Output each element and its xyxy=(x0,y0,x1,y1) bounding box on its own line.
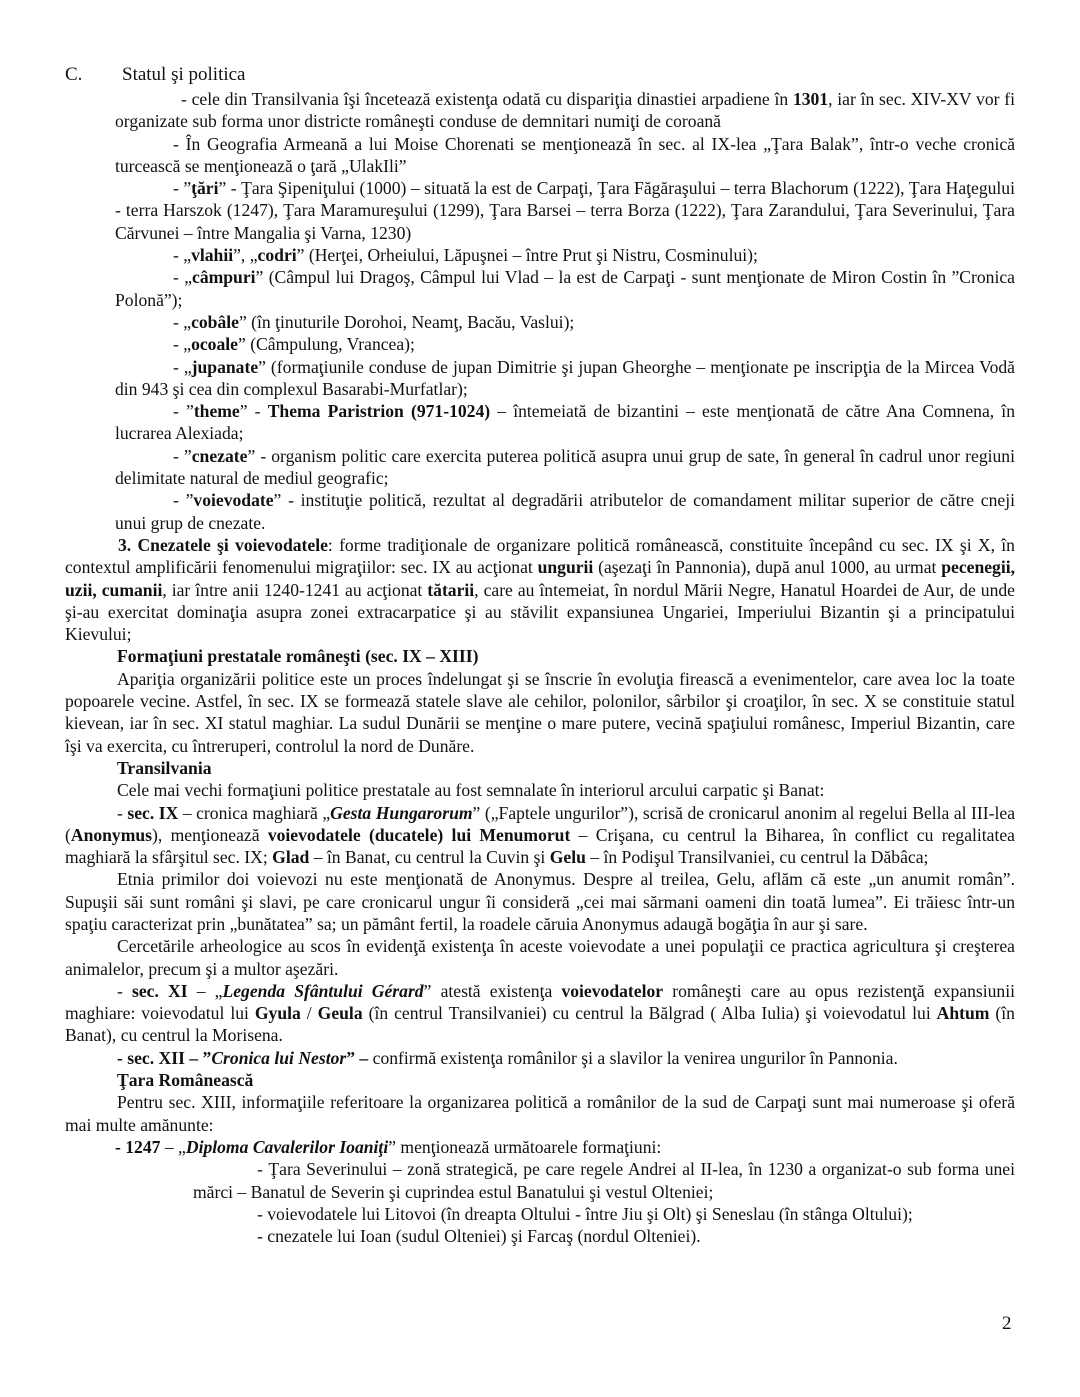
list-item-jupanate: - „jupanate” (formaţiunile conduse de jupan Dimitrie şi jupan Gheorghe – menţionate pe inscripţia de la Mircea Vodă din 943 şi cea din complexul Basarabi-Murfatlar); xyxy=(115,356,1015,399)
section-letter: C. xyxy=(65,64,83,85)
heading-formatiuni-prestatale: Formaţiuni prestatale româneşti (sec. IX – XIII) xyxy=(117,646,479,667)
list-item-cobale: - „cobâle” (în ţinuturile Dorohoi, Neamţ, Bacău, Vaslui); xyxy=(173,311,575,332)
paragraph-cercetarile: Cercetările arheologice au scos în evidenţă existenţa în aceste voievodate a unei populaţii ce practica agricultura şi creşterea animalelor, precum şi a multor aşezări. xyxy=(65,936,1015,979)
list-item-cnezatele-ioan: - cnezatele lui Ioan (sudul Olteniei) şi Farcaş (nordul Olteniei). xyxy=(257,1226,701,1247)
page-number: 2 xyxy=(1002,1313,1012,1334)
body-text xyxy=(65,88,1016,1247)
paragraph-transilvania-districts: - cele din Transilvania îşi încetează existenţa odată cu dispariţia dinastiei arpadiene în 1301, iar în sec. XIV-XV vor fi organizate sub forma unor districte româneşti conduse de demnitari numiţi de coroană xyxy=(115,89,1016,132)
list-item-voievodate: - ”voievodate” - instituţie politică, rezultat al degradării atributelor de comandament militar superior de către cneji unui grup de cnezate. xyxy=(115,490,1015,533)
heading-transilvania: Transilvania xyxy=(117,757,212,778)
list-item-campuri: - „câmpuri” (Câmpul lui Dragoş, Câmpul lui Vlad – la est de Carpaţi - sunt menţionate de Miron Costin în ”Cronica Polonă”); xyxy=(115,267,1015,310)
list-item-ocoale: - „ocoale” (Câmpulung, Vrancea); xyxy=(173,334,415,355)
paragraph-geografia-armeana: - În Geografia Armeană a lui Moise Chorenati se menţionează în sec. al IX-lea „Ţara Balak”, într-o veche cronică turcească se menţionează o ţară „UlakIli” xyxy=(115,133,1015,176)
list-item-theme: - ”theme” - Thema Paristrion (971-1024) – întemeiată de bizantini – este menţionată de către Ana Comnena, în lucrarea Alexiada; xyxy=(115,401,1015,444)
list-item-litovoi: - voievodatele lui Litovoi (în dreapta Oltului - între Jiu şi Olt) şi Seneslau (în stânga Oltului); xyxy=(257,1203,913,1224)
list-item-tari: - ”ţări” - Ţara Şipeniţului (1000) – situată la est de Carpaţi, Ţara Făgăraşului – terra Blachorum (1222), Ţara Haţegului - terra Harszok (1247), Ţara Maramureşului (1299), Ţara Barsei – terra Borza (1222), Ţara Zarandului, Ţara Severinului, Ţara Cărvunei – între Mangalia şi Varna, 1230) xyxy=(115,178,1015,243)
list-item-vlahii-codri: - „vlahii”, „codri” (Herţei, Orheiului, Lăpuşnei – între Prut şi Nistru, Cosminului); xyxy=(173,245,758,266)
paragraph-sec-xii: - sec. XII – ”Cronica lui Nestor” – confirmă existenţa românilor şi a slavilor la venirea ungurilor în Pannonia. xyxy=(117,1047,898,1068)
paragraph-diploma: - 1247 – „Diploma Cavalerilor Ioaniţi” menţionează următoarele formaţiuni: xyxy=(115,1136,662,1157)
section-heading xyxy=(65,64,246,86)
paragraph-sec-ix: - sec. IX – cronica maghiară „Gesta Hungarorum” („Faptele ungurilor”), scrisă de cronicarul anonim al regelui Bella al III-lea (Anonymus), menţionează voievodatele (ducatele) lui Menumorut – Crişana, cu centrul la Biharea, în conflict cu regalitatea maghiară la sfârşitul sec. IX; Glad – în Banat, cu centrul la Cuvin şi Gelu – în Podişul Transilvaniei, cu centrul la Dăbâca; xyxy=(65,802,1015,868)
paragraph-cele-mai-vechi: Cele mai vechi formaţiuni politice prestatale au fost semnalate în interiorul arcului carpatic şi Banat: xyxy=(117,780,825,801)
paragraph-sec-xi: - sec. XI – „Legenda Sfântului Gérard” atestă existenţa voievodatelor româneşti care au opus rezistenţă expansiunii maghiare: voievodatul lui Gyula / Geula (în centrul Transilvaniei) cu centrul la Bălgrad ( Alba Iulia) şi voievodatul lui Ahtum (în Banat), cu centrul la Morisena. xyxy=(65,980,1016,1046)
list-item-tara-severinului: - Ţara Severinului – zonă strategică, pe care regele Andrei al II-lea, în 1230 a organizat-o sub forma unei mărci – Banatul de Severin şi cuprindea estul Banatului şi vestul Olteniei; xyxy=(193,1159,1015,1202)
paragraph-aparitia-organizarii: Apariţia organizării politice este un proces îndelungat şi se înscrie în evoluţia firească a evenimentelor, care avea loc la toate popoarele vecine. Astfel, în sec. IX se formează statele slave ale cehilor, polonilor, sârbilor şi croaţilor, în sec. X se constituie statul kievean, iar în sec. XI statul maghiar. La sudul Dunării se menţine o mare putere, vecină spaţiului românesc, Imperiul Bizantin, care îşi va exercita, cu întreruperi, controlul la nord de Dunăre. xyxy=(65,668,1015,756)
heading-tara-romaneasca: Ţara Românească xyxy=(117,1070,254,1091)
paragraph-etnia: Etnia primilor doi voievozi nu este menţionată de Anonymus. Despre al treilea, Gelu, aflăm că este „un anumit român”. Supuşii săi sunt români şi slavi, pe care cronicarul ungur îi consideră „cei mai sărmani oameni din toată lumea”. Ei trăiesc într-un spaţiu caracterizat prin „bunătatea” sa; un pământ fertil, la roadele căruia Anonymus adaugă bogăţia în aur şi sare. xyxy=(65,869,1015,934)
section-title: Statul şi politica xyxy=(122,64,246,85)
paragraph-pentru-sec-xiii: Pentru sec. XIII, informaţiile referitoare la organizarea politică a românilor de la sud de Carpaţi sunt mai numeroase şi oferă mai multe amănunte: xyxy=(65,1092,1015,1135)
paragraph-cnezate-voievodate: 3. Cnezatele şi voievodatele: forme tradiţionale de organizare politică românească, constituite începând cu sec. IX şi X, în contextul amplificării fenomenului migraţiilor: sec. IX au acţionat ungurii (aşezaţi în Pannonia), după anul 1000, au urmat pecenegii, uzii, cumanii, iar între anii 1240-1241 au acţionat tătarii, care au întemeiat, în nordul Mării Negre, Hanatul Hoardei de Aur, de unde şi-au exercitat dominaţia asupra zonei extracarpatice şi au stăvilit expansiunea Ungariei, Imperiului Bizantin şi a principatului Kievului; xyxy=(65,534,1016,645)
list-item-cnezate: - ”cnezate” - organism politic care exercita puterea politică asupra unui grup de sate, în general în cadrul unor regiuni delimitate natural de mediul geografic; xyxy=(115,445,1015,489)
